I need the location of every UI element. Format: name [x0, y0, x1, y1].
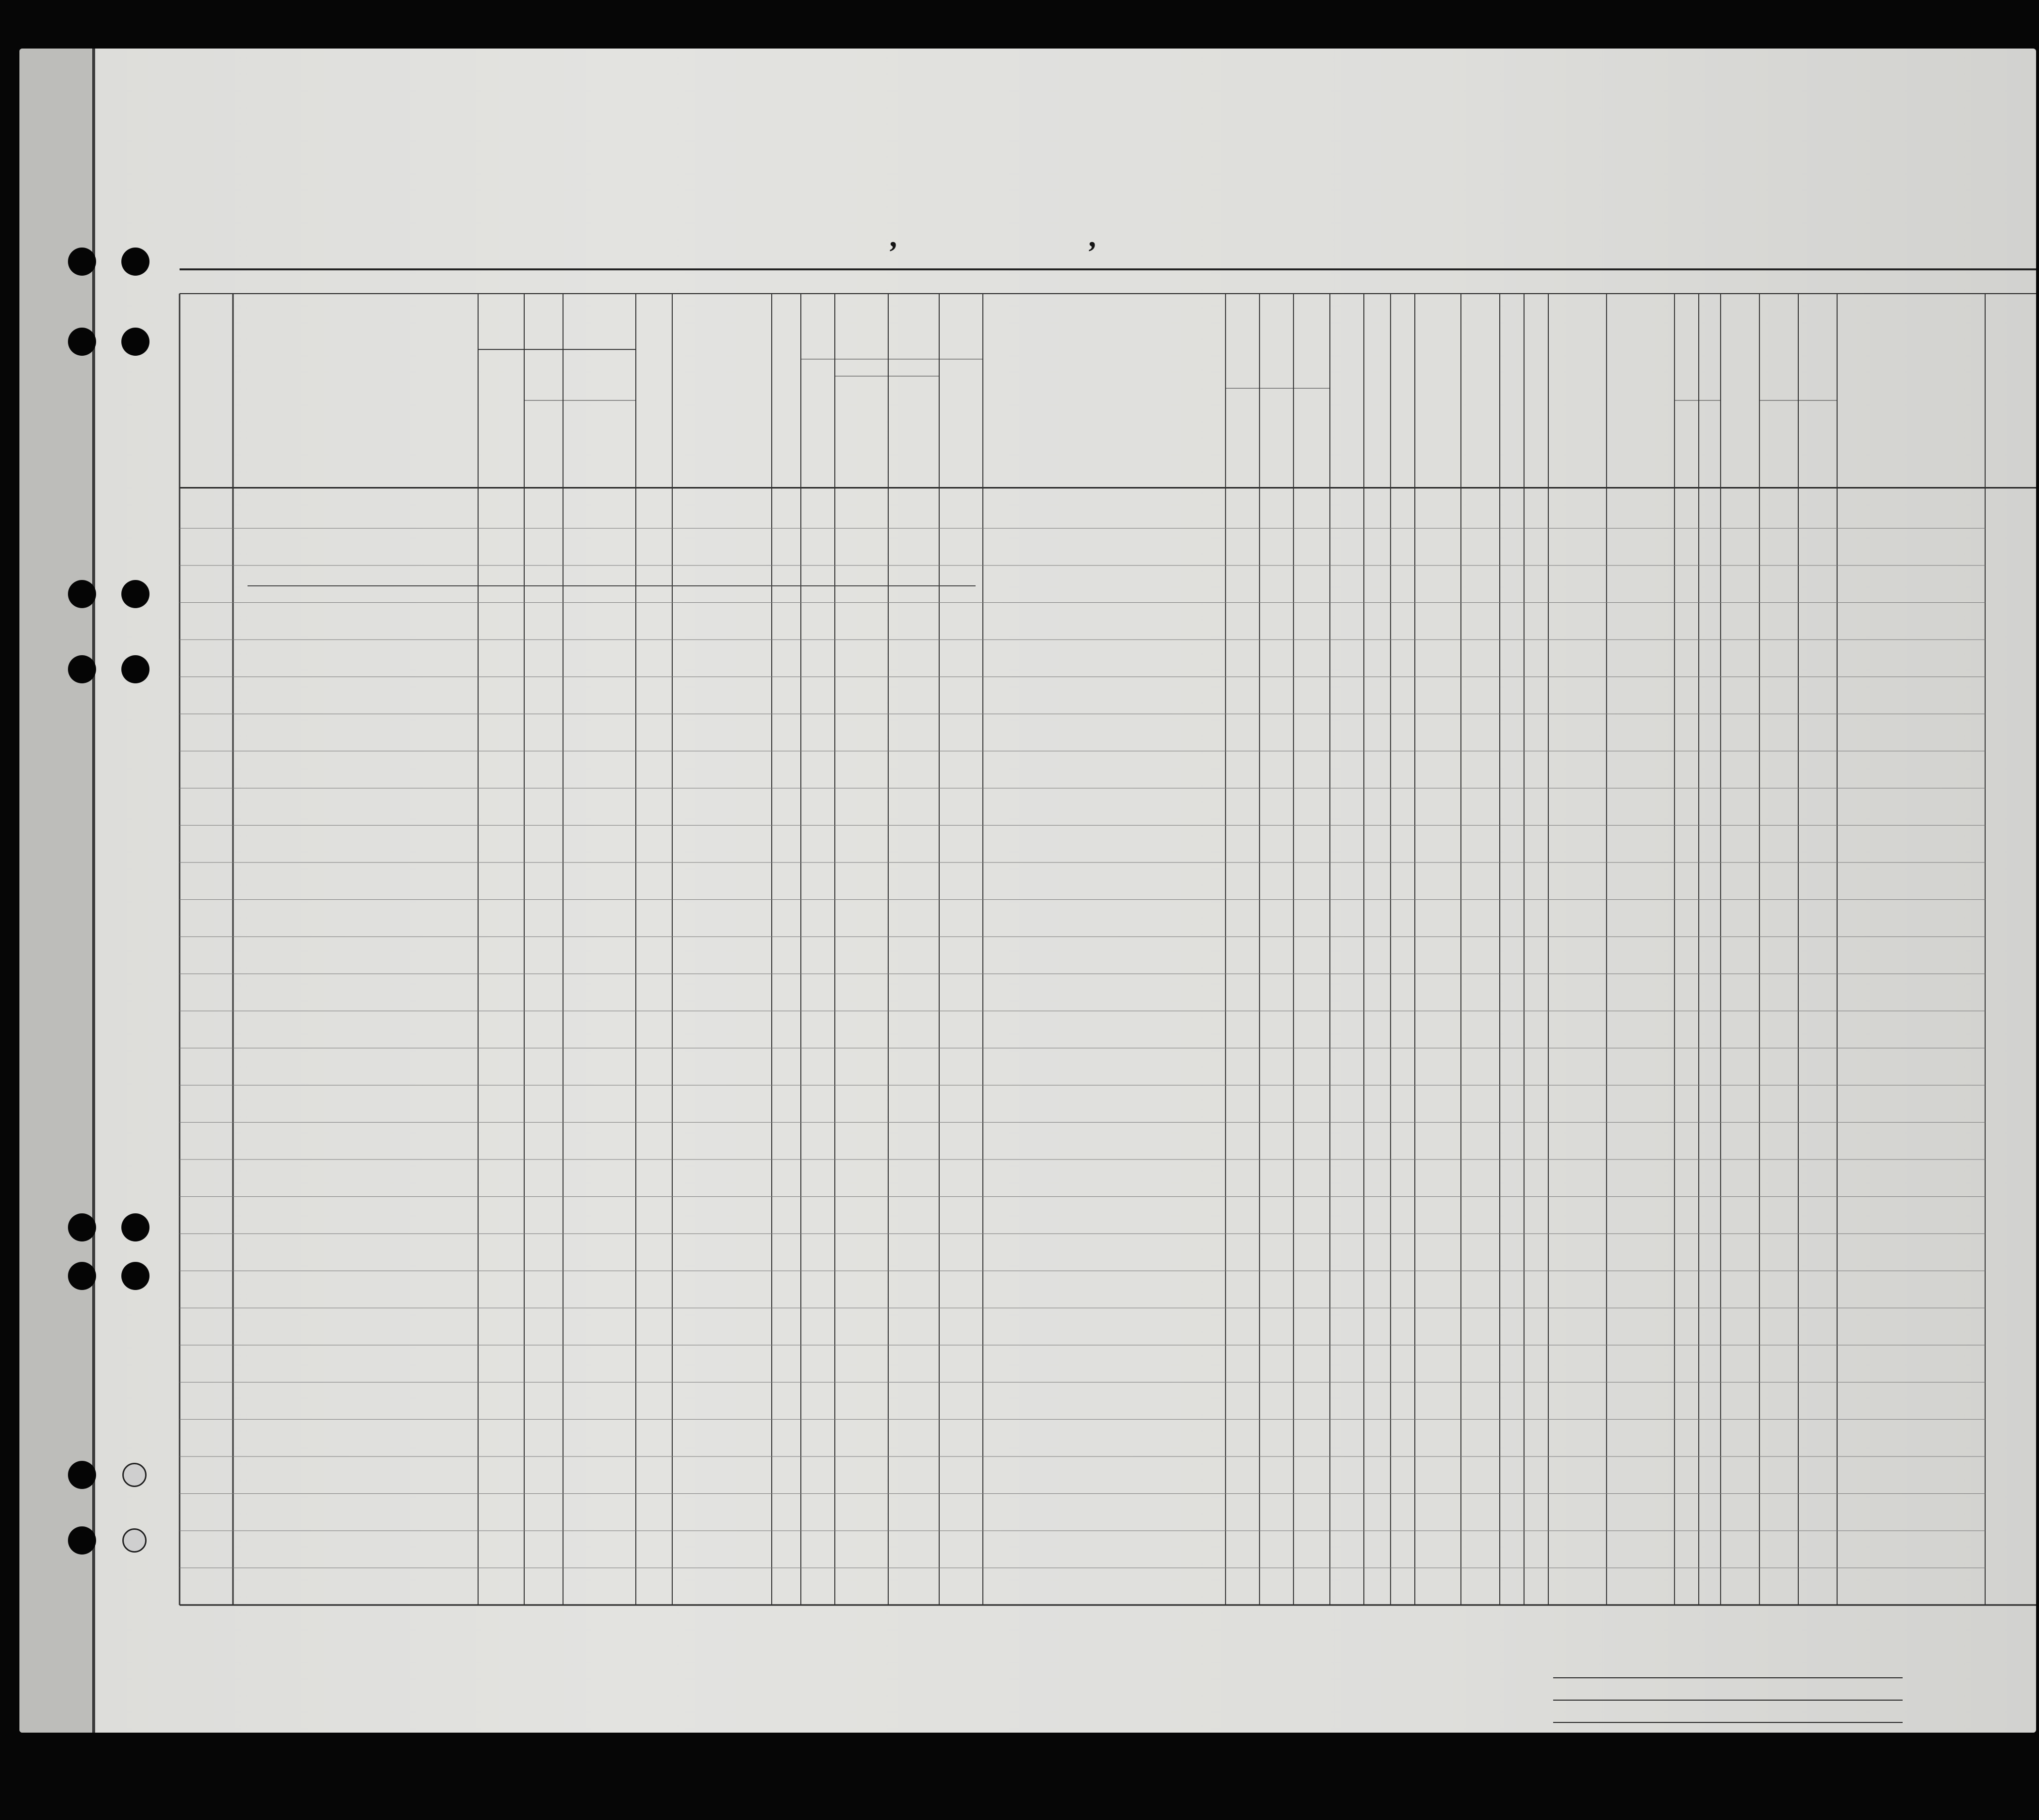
binder-hole	[68, 1213, 96, 1241]
header-polygamist	[1364, 359, 1383, 488]
binder-hole	[68, 328, 96, 356]
header-ticket	[638, 318, 667, 483]
agents-row	[1475, 1704, 1961, 1724]
header-feet	[1679, 432, 1694, 480]
manifest-page: , ,	[19, 49, 2036, 1733]
header-purpose-b	[1260, 393, 1289, 488]
line-row	[1475, 1660, 1961, 1679]
header-passage	[672, 330, 769, 335]
binder-hole	[68, 580, 96, 608]
binder-hole	[121, 248, 149, 276]
binder-hole	[122, 1463, 147, 1487]
binder-hole	[121, 1213, 149, 1241]
table-grid	[19, 49, 2036, 1733]
binder-hole	[121, 655, 149, 683]
binder-hole	[68, 1526, 96, 1555]
header-inches	[1701, 432, 1716, 480]
binder-hole	[121, 328, 149, 356]
rule	[1553, 1722, 1903, 1723]
rule	[1553, 1677, 1903, 1678]
binder-hole	[68, 1262, 96, 1290]
header-q31	[1526, 359, 1546, 488]
binder-hole	[122, 1528, 147, 1553]
rule	[1553, 1700, 1903, 1701]
binder-hole	[121, 580, 149, 608]
header-purpose-c	[1293, 393, 1323, 488]
binder-hole	[68, 248, 96, 276]
binder-hole	[68, 1461, 96, 1489]
header-q29	[1463, 359, 1497, 488]
header-fifty	[772, 318, 798, 483]
owners-row	[1475, 1682, 1961, 1702]
header-purpose-a	[1228, 393, 1257, 488]
binder-hole	[121, 1262, 149, 1290]
header-prison	[1330, 359, 1359, 488]
header-q30	[1502, 359, 1522, 488]
header-q28	[1415, 359, 1454, 488]
header-anarchist	[1391, 359, 1410, 488]
binder-hole	[68, 655, 96, 683]
